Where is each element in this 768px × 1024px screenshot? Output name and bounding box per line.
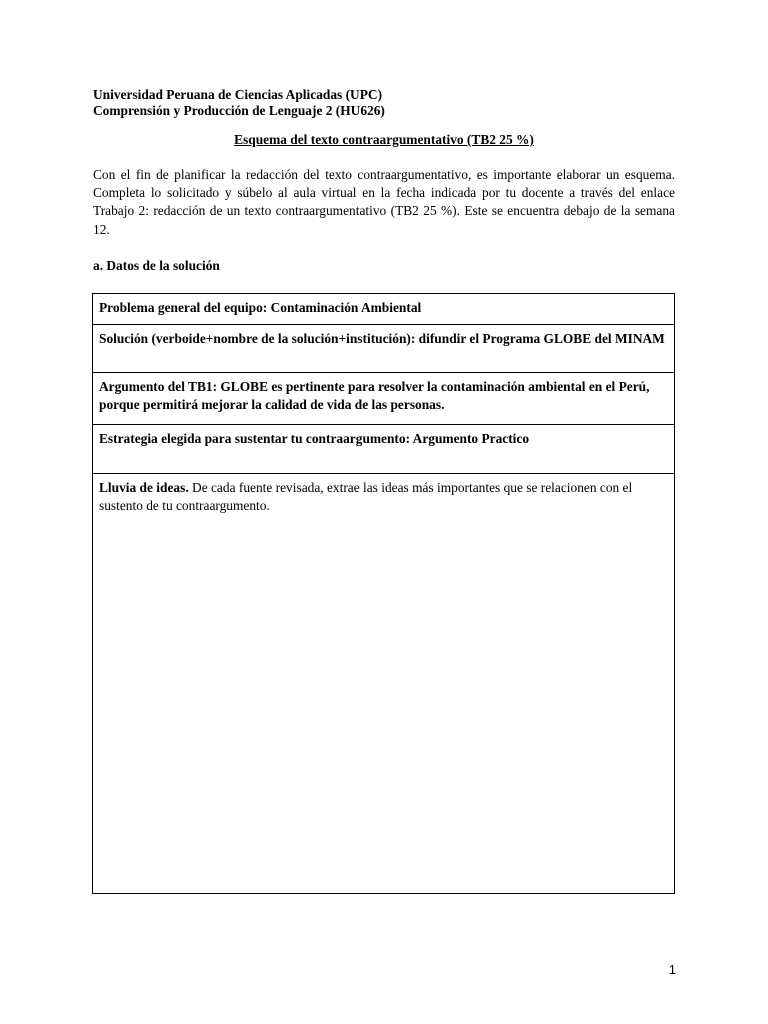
university-name: Universidad Peruana de Ciencias Aplicadas (UPC) — [93, 87, 383, 102]
table-row-problem: Problema general del equipo: Contaminación Ambiental — [93, 294, 674, 325]
document-header — [93, 87, 675, 119]
section-heading: a. Datos de la solución — [93, 258, 220, 273]
course-name: Comprensión y Producción de Lenguaje 2 (HU626) — [93, 103, 385, 118]
table-row-argument: Argumento del TB1: GLOBE es pertinente para resolver la contaminación ambiental en el Perú, porque permitirá mejorar la calidad de vida de las personas. — [93, 373, 674, 425]
table-row-strategy: Estrategia elegida para sustentar tu contraargumento: Argumento Practico — [93, 425, 674, 474]
solution-data-table — [92, 293, 675, 894]
intro-paragraph: Con el fin de planificar la redacción del texto contraargumentativo, es importante elaborar un esquema. Completa lo solicitado y súbelo al aula virtual en la fecha indicada por tu docente a través del enlace Trabajo 2: redacción de un texto contraargumentativo (TB2 25 %). Este se encuentra debajo de la semana 12. — [93, 167, 675, 237]
brainstorm-instructions: De cada fuente revisada, extrae las ideas más importantes que se relacionen con el sustento de tu contraargumento. — [99, 480, 633, 513]
document-title: Esquema del texto contraargumentativo (TB2 25 %) — [234, 132, 534, 147]
table-row-solution: Solución (verboide+nombre de la solución+institución): difundir el Programa GLOBE del MINAM — [93, 325, 674, 373]
page-number: 1 — [668, 962, 676, 977]
brainstorm-label: Lluvia de ideas. — [99, 480, 189, 495]
table-row-brainstorm[interactable] — [93, 474, 674, 893]
